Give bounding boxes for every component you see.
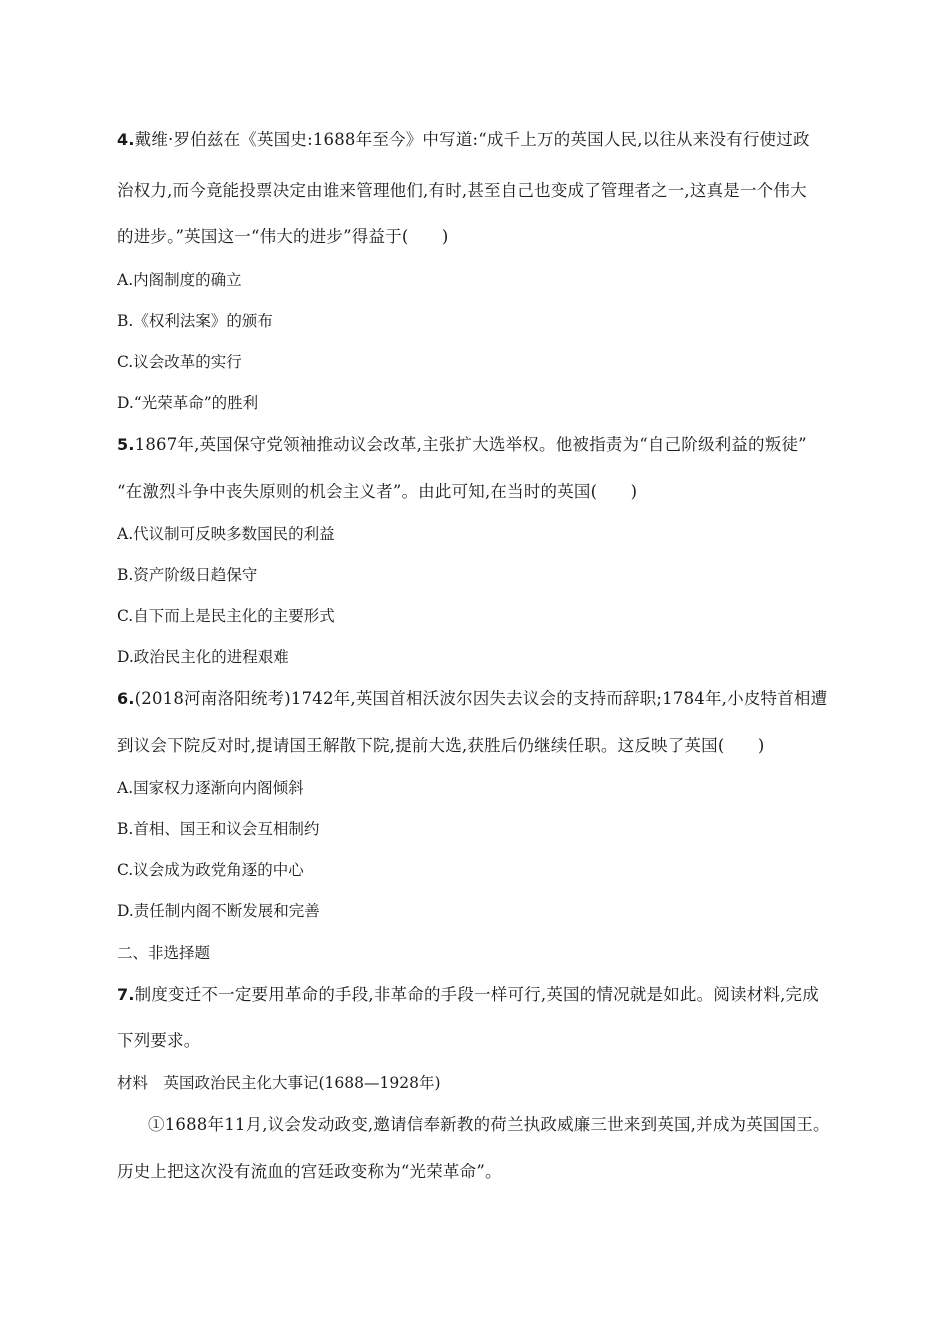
q4-line-3: 的进步。”英国这一“伟大的进步”得益于( ) [117, 227, 449, 246]
q6-line-2: 到议会下院反对时,提请国王解散下院,提前大选,获胜后仍继续任职。这反映了英国( ) [117, 736, 765, 755]
q7-material-line-2: 历史上把这次没有流血的宫廷政变称为“光荣革命”。 [117, 1162, 502, 1181]
q5-line-1: 5.1867年,英国保守党领袖推动议会改革,主张扩大选举权。他被指责为“自己阶级利益的叛徒” [117, 435, 807, 454]
q5-number: 5. [117, 435, 135, 454]
q4-line-2: 治权力,而今竟能投票决定由谁来管理他们,有时,甚至自己也变成了管理者之一,这真是一个伟大 [117, 181, 807, 200]
q7-line-2: 下列要求。 [117, 1031, 201, 1050]
q6-option-c: C.议会成为政党角逐的中心 [117, 861, 304, 879]
q5-option-b: B.资产阶级日趋保守 [117, 566, 258, 584]
q7-number: 7. [117, 985, 135, 1004]
q4-option-a: A.内阁制度的确立 [117, 271, 242, 289]
q6-option-a: A.国家权力逐渐向内阁倾斜 [117, 779, 304, 797]
q4-option-c: C.议会改革的实行 [117, 353, 242, 371]
q7-material-title: 材料 英国政治民主化大事记(1688—1928年) [117, 1074, 441, 1092]
q6-option-d: D.责任制内阁不断发展和完善 [117, 902, 320, 920]
q7-line-1: 7.制度变迁不一定要用革命的手段,非革命的手段一样可行,英国的情况就是如此。阅读材料,完成 [117, 985, 819, 1004]
q6-number: 6. [117, 689, 135, 708]
q5-line-2: “在激烈斗争中丧失原则的机会主义者”。由此可知,在当时的英国( ) [117, 482, 638, 501]
section-heading: 二、非选择题 [117, 944, 211, 962]
q5-option-c: C.自下而上是民主化的主要形式 [117, 607, 335, 625]
q4-number: 4. [117, 130, 135, 149]
q4-option-b: B.《权利法案》的颁布 [117, 312, 273, 330]
q4-line-1: 4.戴维·罗伯兹在《英国史:1688年至今》中写道:“成千上万的英国人民,以往从来没有行使过政 [117, 130, 810, 149]
q6-option-b: B.首相、国王和议会互相制约 [117, 820, 320, 838]
q6-line-1: 6.(2018河南洛阳统考)1742年,英国首相沃波尔因失去议会的支持而辞职;1784年,小皮特首相遭 [117, 689, 828, 708]
q5-option-d: D.政治民主化的进程艰难 [117, 648, 289, 666]
q7-material-line-1: ①1688年11月,议会发动政变,邀请信奉新教的荷兰执政威廉三世来到英国,并成为英国国王。 [148, 1115, 830, 1134]
q5-option-a: A.代议制可反映多数国民的利益 [117, 525, 335, 543]
q4-option-d: D.“光荣革命”的胜利 [117, 394, 259, 412]
